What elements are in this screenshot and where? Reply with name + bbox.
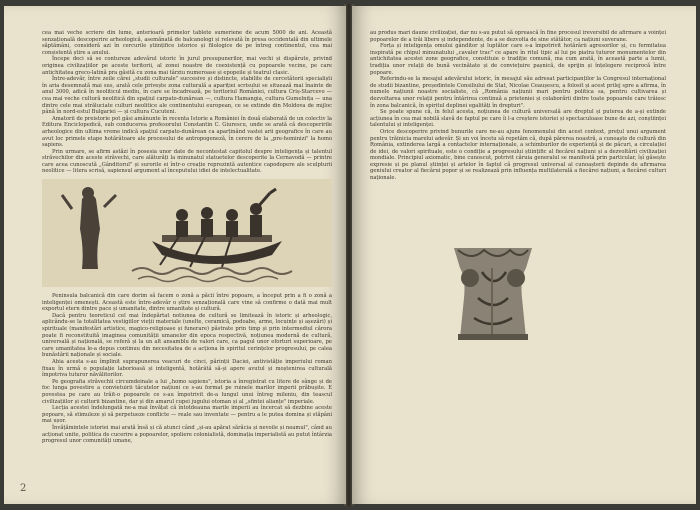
boat-figures-drawing [42,179,332,287]
right-paragraph: Se poate spune că, în felul acesta, noțiunea de cultură universală are dreptul și puterea de a-și extinde acțiunea în cea mai nobilă slavă de faptul pe care îi l-a creștere istoriei și spectaculoase bune de azi, conștiinței talentului și inteligenței. [370,109,666,129]
left-page [4,6,346,504]
column-capital-drawing [448,238,538,346]
left-paragraph: Dacă pentru teoreticul cel mai îndepărtat notiunea de cultură se limitează în istoric și arheologic, aplicându-se la totalitatea vestigiilor vieții materiale (unelte, ceramică, podoabe, arme, locuințe și așezări) și spirituale (manifestări artistice, magico-religioase și funerare) păstrate prin timp și prin intermediul cărora poate fi reconstituită imaginea comunității umanelor din epoca respectivă, noțiunea modernă de cultură, universală și națională, se referă și la un alt ansamblu de valori care, ca pagul unor eforturi superioare, pe care umanitatea le-a depus continuu din necesitatea de a acționa în spiritul cerințelor progresului, pe calea bunăstării naționale și sociale. [42,312,332,359]
column-capital-illustration [448,238,538,346]
left-column-top [42,30,332,175]
left-paragraph: Abia acesta s-au împlinit suprapunerea veacuri de cinci, părinții Daciei, antivistăție imperiului roman fixau în urmă o populație laborioasă și inteligentă, hotărâtă să-și apere avutul și moștenirea culturală împotriva tuturor năvălitorilor. [42,359,332,379]
left-paragraph: Peninsula balcanică din care dorim să facem o zonă a păcii între popoare, a început prin a fi o zonă a inteligenței omenești. Această este între-adevăr o știre senzațională care vine să confirme o dată mai mult exportul etern dintre pace și umanitate, dintre umanitate și cultură. [42,293,332,313]
left-paragraph: Amatorii de preistorie pot găsi amănunte în recenta Istorie a României în două elaborată de un colectiv la Editura Enciclopedică, sub conducerea profesorului Constantin C. Giurescu, unde se arată că descoperirile arheologice din ultima vreme indică spațiul carpato-dunărean ca aparținând vastei arii geografice în care au avut loc primele etape hotărâtoare ale procesului de antropogeneză, în cerere de la „pre-hominizi" la homo sapiens. [42,115,332,149]
right-paragraph: Forța și inteligența omului gânditor și luptător care s-a împotrivit hotărârii agresorilor și, cu fermitatea inspirată pe chipul minunatului „cavaler trac" ce apare în ritul tipic al lui pe piatra tuturor monumentelor din antichitatea acestei zone geografice, constituie o tradiție comună, ma cum arată, în această parte a lumii, tradiția unor relații de bună vecinătate și de conviețuire pașnică, de sprijin și înțelegere reciprocă între popoare. [370,43,666,76]
left-paragraph: Lecția acestei îndelungată ne-a mai învățat că întotdeauna marile imperii au încercat să dezbine aceste popoare, să stimuleze și să perpetueze conflicte — reale sau inventate — pentru a le putea domina și stăpâni mai ușor. [42,405,332,425]
right-page [352,6,696,504]
page-number: 2 [20,483,27,494]
right-paragraph: Referindu-se la mesajul adevărului istoric, în mesajul său adresat participanților la Congresul internațional de studii bizantine, președintele Consiliului de Stat, Nicolae Ceaușescu, a folosit și acest prilej spre a afirma, în numele națiunii noastre socialiste, că „România națiunii mari pentru politica sa, pentru cultivarea și dezvoltarea unor relații pentru întărirea continuă a prieteniei și colaborării dintre toate popoarele care trăiesc în zona balcanică, în spiritul deplinei egalități în drepturi". [370,76,666,109]
right-paragraph: Orice descoperire privind bunurile care ne-au ajuns fenomenului din acest context, prețul unui argument pentru trăinicia marelui adevăr. Și un voi încetu să repetăm că, după părerea noastră, a cunoaște de cultură din România, extinderea largă a contactelor internaționale, a schimburilor de experiență și de păcuri, a circulației de idei, de valori spirituale, este o condiție a progresului științific al fiecărei națiuni și a dezvoltării civilizației mondiale. Principiul axiomatic, bine cunoscut, potrivit căruia generalul se manifestă prin particular, îșî găsește expresie și pe planul științei și artelor în faptul că progresul universal al cunoașterii depinde de afirmarea geniului creator al fiecărui popor și se realizează prin influența multilaterală a fiecărei națiuni, a fiecărei culturi naționale. [370,128,666,182]
left-paragraph: Prin urmare, se afirm astăzi în posesia unor date de necontestat capitolul despre inteligența și talentul străvechilor din aceste străvechi, care alăturăți la minunatul statuetelor descoperite la Cernavodă — printre care acea cunoscută „Gânditorul" și surorile ei într-o creație reprezintă autentice capodopere ale sculpturii neolitice — litera scrisă, sapiensul argument al începutului idiei de intelectualitate. [42,148,332,175]
left-paragraph: Între-adevăr, între zeile cărei „studii culturale" succesive și distincte, stabilite de cercetătorii specialiști în aria desemnată mai sus, arată cele privește zona culturală a apariției scrisului se situează mai înainte de anul 3000, adică în neoliticul mediu, în care se încadrează, pe teritoriul României, cultura Criș-Starcevo — cea mai veche cultură neolitică din spațiul carpato-dunărean —, cultura Hamangia, cultura Gumelnița — una dintre cele mai străluciate culturi neolitice ale continentului european, ce se extinde din Moldova de mijloc până în nord-estul Bulgariei — și cultura Cucuteni. [42,76,332,116]
right-column-top [370,30,666,182]
boat-figures-illustration [42,179,332,287]
left-paragraph: Învățămintele istoriei mai arată însă și că atunci când „și-au apărat sărăcia și nevoile și neamul", când au acționat unite, politica de cucerire a popoarelor, spoliere colonialistă, dominația imperialistă au putut întârzia progresul unor comunități umane, [42,424,332,445]
left-paragraph: Pe geografia străvechii circumdeinale a lui „homo sapiens", istoria a înregistrat cu litere de sânge și de foc lunga povestire a convietuirii tăcutelor națiuni ce s-au format pe ruinele marilor imperii prăbușite. E povestea pe care au trăit-o popoarele ce s-au împotrivit de-a lungul unui întreg mileniu, din teascul civilizațiilor și culturii bizantine, dar și din amarul cupei jugului otoman și al „sfintei alianțe" imperiale. [42,378,332,405]
right-paragraph: au produs mari daune civilizației, dar nu s-au putut să oprească în fine procesul ireversibil de afirmare a voinței popoarelor de a trăi libere și independente, de a se dezvolta de sine stătător, ca națiuni suverane. [370,30,666,43]
left-paragraph: Începe deci să se contureze adevărul istoric în jurul presupunerilor, mai vechi și dispărute, privind originea civilizațiilor pe aceste teritorii, al zonei noastre de coexistență cu popoarele vecine, pe care antichitatea greco-latină pra găsită cu zona mai târziu numeroase și epopeile și teatrul clasic. [42,56,332,76]
left-column-bottom [42,293,332,445]
left-paragraph: cea mai veche scriere din lume, anterioară primelor tablete sumeriene de acum 5000 de ani. Această senzațională descoperire arheologică, asemănată de balcanologi și relevată în presa occidentală din ultimele săptămâni, consideră azi în cercurile științifice istorice și filologice de pe întreg continentul, cea mai consistentă știre a anului. [42,30,332,56]
